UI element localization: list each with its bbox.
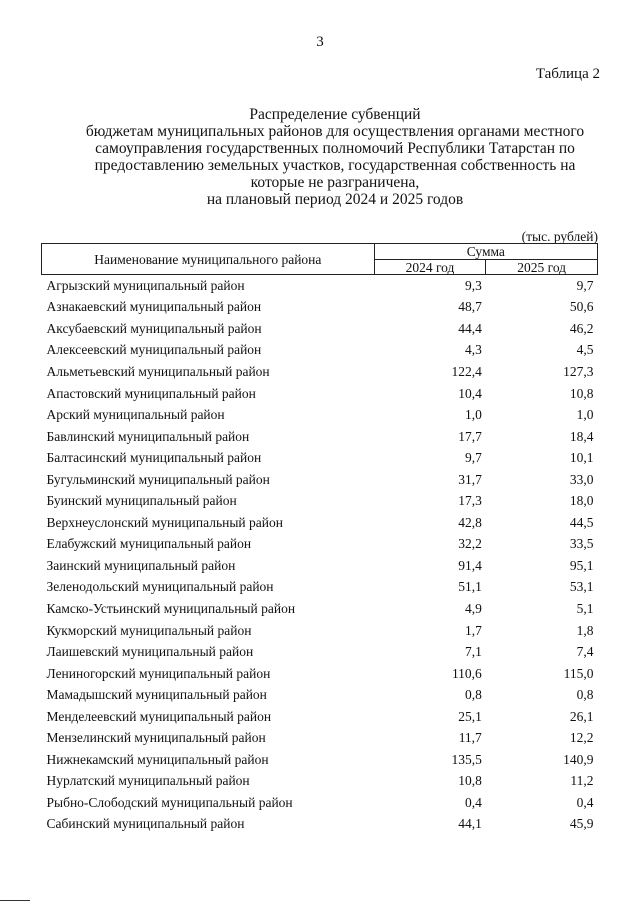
title-line: бюджетам муниципальных районов для осуществления органами местного (85, 123, 585, 140)
amount-2025-cell: 12,2 (569, 730, 594, 746)
table-row (42, 577, 598, 599)
table-row (42, 404, 598, 426)
amount-2024-cell: 10,8 (458, 773, 482, 789)
amount-2025-cell: 46,2 (569, 320, 594, 336)
amount-2025-cell: 0,4 (576, 794, 594, 810)
table-row (42, 447, 598, 469)
district-name-cell: Лаишевский муниципальный район (46, 644, 254, 660)
table-row (42, 620, 598, 642)
amount-2024-cell: 31,7 (458, 471, 482, 487)
table-row (42, 555, 598, 577)
amount-2024-cell: 110,6 (451, 665, 482, 681)
column-header-sum: Сумма (374, 244, 597, 260)
amount-2024-cell: 7,1 (464, 644, 482, 660)
table-row (42, 792, 598, 814)
page-number: 3 (316, 34, 324, 50)
amount-2025-cell: 50,6 (569, 299, 594, 315)
table-row (42, 426, 598, 448)
amount-2025-cell: 5,1 (576, 600, 594, 616)
table-row (42, 318, 598, 340)
table-row (42, 297, 598, 319)
table-row (42, 383, 598, 405)
units-label: (тыс. рублей) (521, 229, 598, 244)
district-name-cell: Кукморский муниципальный район (46, 622, 252, 638)
amount-2025-cell: 44,5 (569, 514, 594, 530)
amount-2025-cell: 127,3 (563, 363, 594, 379)
document-title (40, 106, 630, 208)
amount-2024-cell: 4,3 (464, 342, 482, 358)
district-name-cell: Арский муниципальный район (46, 407, 225, 423)
district-name-cell: Буинский муниципальный район (46, 493, 237, 509)
amount-2024-cell: 9,7 (464, 450, 482, 466)
amount-2024-cell: 25,1 (458, 708, 482, 724)
amount-2024-cell: 10,4 (458, 385, 482, 401)
district-name-cell: Балтасинский муниципальный район (46, 450, 262, 466)
amount-2025-cell: 26,1 (569, 708, 594, 724)
table-row (42, 706, 598, 728)
district-name-cell: Камско-Устьинский муниципальный район (46, 600, 296, 616)
amount-2025-cell: 18,0 (569, 493, 594, 509)
amount-2024-cell: 51,1 (458, 579, 482, 595)
amount-2025-cell: 115,0 (563, 665, 594, 681)
district-name-cell: Агрызский муниципальный район (46, 277, 245, 293)
table-row (42, 641, 598, 663)
amount-2025-cell: 10,8 (569, 385, 594, 401)
amount-2024-cell: 48,7 (458, 299, 482, 315)
amount-2025-cell: 0,8 (576, 687, 594, 703)
district-name-cell: Менделеевский муниципальный район (46, 708, 272, 724)
amount-2024-cell: 4,9 (464, 600, 482, 616)
amount-2024-cell: 9,3 (464, 277, 482, 293)
district-name-cell: Аксубаевский муниципальный район (46, 320, 262, 336)
amount-2025-cell: 1,8 (576, 622, 594, 638)
subventions-table (41, 243, 598, 835)
table-body (42, 275, 598, 836)
table-label: Таблица 2 (535, 66, 600, 82)
district-name-cell: Рыбно-Слободский муниципальный район (46, 794, 293, 810)
table-row (42, 275, 598, 297)
amount-2025-cell: 33,5 (569, 536, 594, 552)
amount-2025-cell: 7,4 (576, 644, 594, 660)
district-name-cell: Верхнеуслонский муниципальный район (46, 514, 283, 530)
table-row (42, 361, 598, 383)
column-header-2024: 2024 год (374, 260, 486, 275)
column-header-name: Наименование муниципального района (42, 244, 375, 275)
amount-2024-cell: 42,8 (458, 514, 482, 530)
amount-2025-cell: 9,7 (576, 277, 594, 293)
district-name-cell: Лениногорский муниципальный район (46, 665, 271, 681)
amount-2024-cell: 32,2 (458, 536, 482, 552)
amount-2025-cell: 4,5 (576, 342, 594, 358)
amount-2025-cell: 18,4 (569, 428, 594, 444)
amount-2025-cell: 53,1 (569, 579, 594, 595)
district-name-cell: Елабужский муниципальный район (46, 536, 252, 552)
title-line: предоставлению земельных участков, государственная собственность на (94, 157, 576, 174)
table-row (42, 771, 598, 793)
amount-2025-cell: 1,0 (576, 407, 594, 423)
title-line: на плановый период 2024 и 2025 годов (206, 191, 464, 208)
district-name-cell: Алексеевский муниципальный район (46, 342, 262, 358)
district-name-cell: Зеленодольский муниципальный район (46, 579, 274, 595)
table-row (42, 663, 598, 685)
amount-2025-cell: 33,0 (569, 471, 594, 487)
title-line: которые не разграничена, (250, 174, 420, 191)
column-header-2025: 2025 год (486, 260, 598, 275)
title-line: Распределение субвенций (249, 106, 421, 123)
table-row (42, 814, 598, 836)
district-name-cell: Альметьевский муниципальный район (46, 363, 270, 379)
district-name-cell: Нурлатский муниципальный район (46, 773, 250, 789)
district-name-cell: Нижнекамский муниципальный район (46, 751, 269, 767)
amount-2025-cell: 95,1 (569, 557, 594, 573)
district-name-cell: Азнакаевский муниципальный район (46, 299, 262, 315)
amount-2025-cell: 140,9 (563, 751, 594, 767)
table-row (42, 684, 598, 706)
district-name-cell: Бавлинский муниципальный район (46, 428, 250, 444)
district-name-cell: Бугульминский муниципальный район (46, 471, 270, 487)
table-row (42, 598, 598, 620)
amount-2024-cell: 135,5 (451, 751, 482, 767)
district-name-cell: Сабинский муниципальный район (46, 816, 245, 832)
district-name-cell: Мензелинский муниципальный район (46, 730, 266, 746)
table-row (42, 490, 598, 512)
district-name-cell: Мамадышский муниципальный район (46, 687, 267, 703)
amount-2024-cell: 1,7 (464, 622, 482, 638)
amount-2024-cell: 122,4 (451, 363, 482, 379)
table-row (42, 340, 598, 362)
amount-2024-cell: 11,7 (458, 730, 482, 746)
amount-2024-cell: 17,7 (458, 428, 482, 444)
amount-2024-cell: 44,1 (458, 816, 482, 832)
district-name-cell: Апастовский муниципальный район (46, 385, 256, 401)
footer-divider (0, 900, 30, 901)
amount-2024-cell: 91,4 (458, 557, 482, 573)
amount-2025-cell: 10,1 (569, 450, 594, 466)
amount-2025-cell: 45,9 (569, 816, 594, 832)
table-row (42, 534, 598, 556)
table-row (42, 749, 598, 771)
amount-2024-cell: 0,8 (464, 687, 482, 703)
table-row (42, 727, 598, 749)
amount-2024-cell: 44,4 (458, 320, 482, 336)
amount-2024-cell: 1,0 (464, 407, 482, 423)
amount-2025-cell: 11,2 (570, 773, 594, 789)
district-name-cell: Заинский муниципальный район (46, 557, 236, 573)
amount-2024-cell: 0,4 (464, 794, 482, 810)
table-row (42, 512, 598, 534)
title-line: самоуправления государственных полномочий Республики Татарстан по (95, 140, 575, 157)
amount-2024-cell: 17,3 (458, 493, 482, 509)
table-row (42, 469, 598, 491)
